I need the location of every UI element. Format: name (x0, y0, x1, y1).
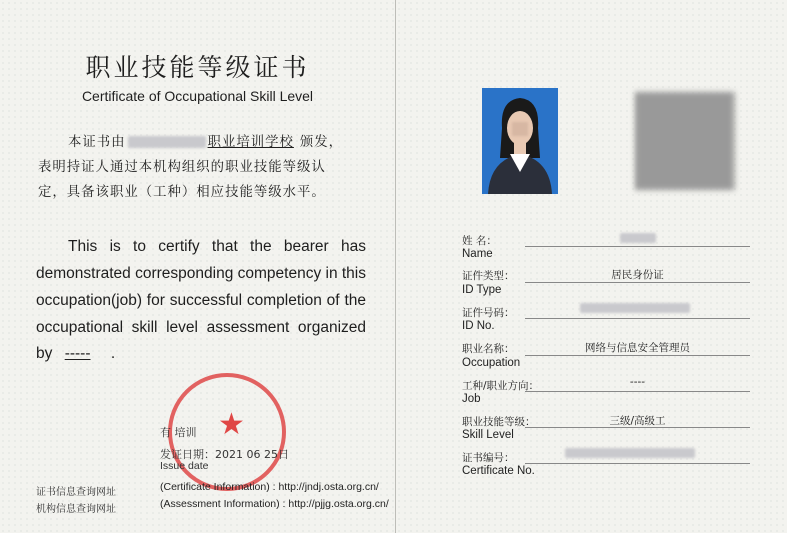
title-cn: 职业技能等级证书 (85, 53, 310, 82)
query1-en: (Certificate Information) : http://jndj.osta.org.cn/ (160, 481, 379, 493)
para-en-line2: demonstrated corresponding competency in this (36, 265, 366, 282)
issuer-line: 有 培训 (160, 426, 197, 439)
para-en-by: by (36, 345, 53, 362)
para-en-line3: occupation(job) for successful completion of the (36, 292, 366, 309)
blurred-name (620, 233, 656, 243)
field-certno-cn: 证书编号： (462, 452, 515, 464)
field-occupation-line (525, 355, 750, 356)
field-name-line (525, 246, 750, 247)
field-occupation-en: Occupation (462, 357, 521, 369)
field-certno-line (525, 463, 750, 464)
field-idtype-line (525, 282, 750, 283)
para-en-blank: ----- (64, 345, 91, 362)
field-job-en: Job (462, 393, 481, 405)
para-en-end: . (110, 345, 116, 362)
blurred-school-name (128, 136, 206, 148)
field-level-line (525, 427, 750, 428)
field-job-value: ---- (629, 376, 646, 388)
field-job-line (525, 391, 750, 392)
issue-date-label: 发证日期： (160, 448, 215, 461)
issue-date-value: 2021 06 25日 (215, 448, 289, 461)
para-en-line4: occupational skill level assessment organized (36, 319, 366, 336)
qr-code (636, 92, 734, 190)
para-cn-suffix: 颁发， (299, 135, 344, 150)
field-idno-line (525, 318, 750, 319)
blurred-id-number (580, 303, 690, 313)
field-idno-en: ID No. (462, 320, 495, 332)
field-job-cn: 工种/职业方向： (462, 380, 540, 392)
field-name-en: Name (462, 248, 493, 260)
para-cn-line1 (68, 131, 343, 150)
para-cn-school: 职业培训学校 (207, 135, 294, 150)
field-level-en: Skill Level (462, 429, 514, 441)
field-idtype-en: ID Type (462, 284, 502, 296)
portrait-icon (482, 88, 558, 194)
field-idtype-cn: 证件类型： (462, 270, 515, 282)
para-cn-line3: 定，具备该职业（工种）相应技能等级水平。 (38, 185, 326, 200)
holder-photo (482, 88, 558, 194)
issue-date-en: Issue date (160, 460, 209, 472)
field-certno-en: Certificate No. (462, 465, 535, 477)
para-cn-prefix: 本证书由 (68, 135, 126, 150)
para-en-line1: This is to certify that the bearer has (68, 238, 366, 255)
field-idtype-value: 居民身份证 (611, 269, 664, 281)
stamp-star-icon: ★ (218, 407, 245, 442)
field-level-value: 三级/高级工 (609, 415, 666, 427)
field-occupation-cn: 职业名称： (462, 343, 515, 355)
para-en-line5 (36, 345, 115, 363)
title-en: Certificate of Occupational Skill Level (81, 88, 314, 104)
field-occupation-value: 网络与信息安全管理员 (585, 342, 690, 354)
query1-cn: 证书信息查询网址 (36, 487, 116, 498)
field-name-cn: 姓 名： (462, 235, 497, 247)
query2-cn: 机构信息查询网址 (36, 504, 116, 515)
blurred-cert-number (565, 448, 695, 458)
field-idno-cn: 证件号码： (462, 307, 515, 319)
field-level-cn: 职业技能等级： (462, 416, 536, 428)
para-cn-line2: 表明持证人通过本机构组织的职业技能等级认 (38, 160, 326, 175)
query2-en: (Assessment Information) : http://pjjg.osta.org.cn/ (160, 498, 389, 510)
